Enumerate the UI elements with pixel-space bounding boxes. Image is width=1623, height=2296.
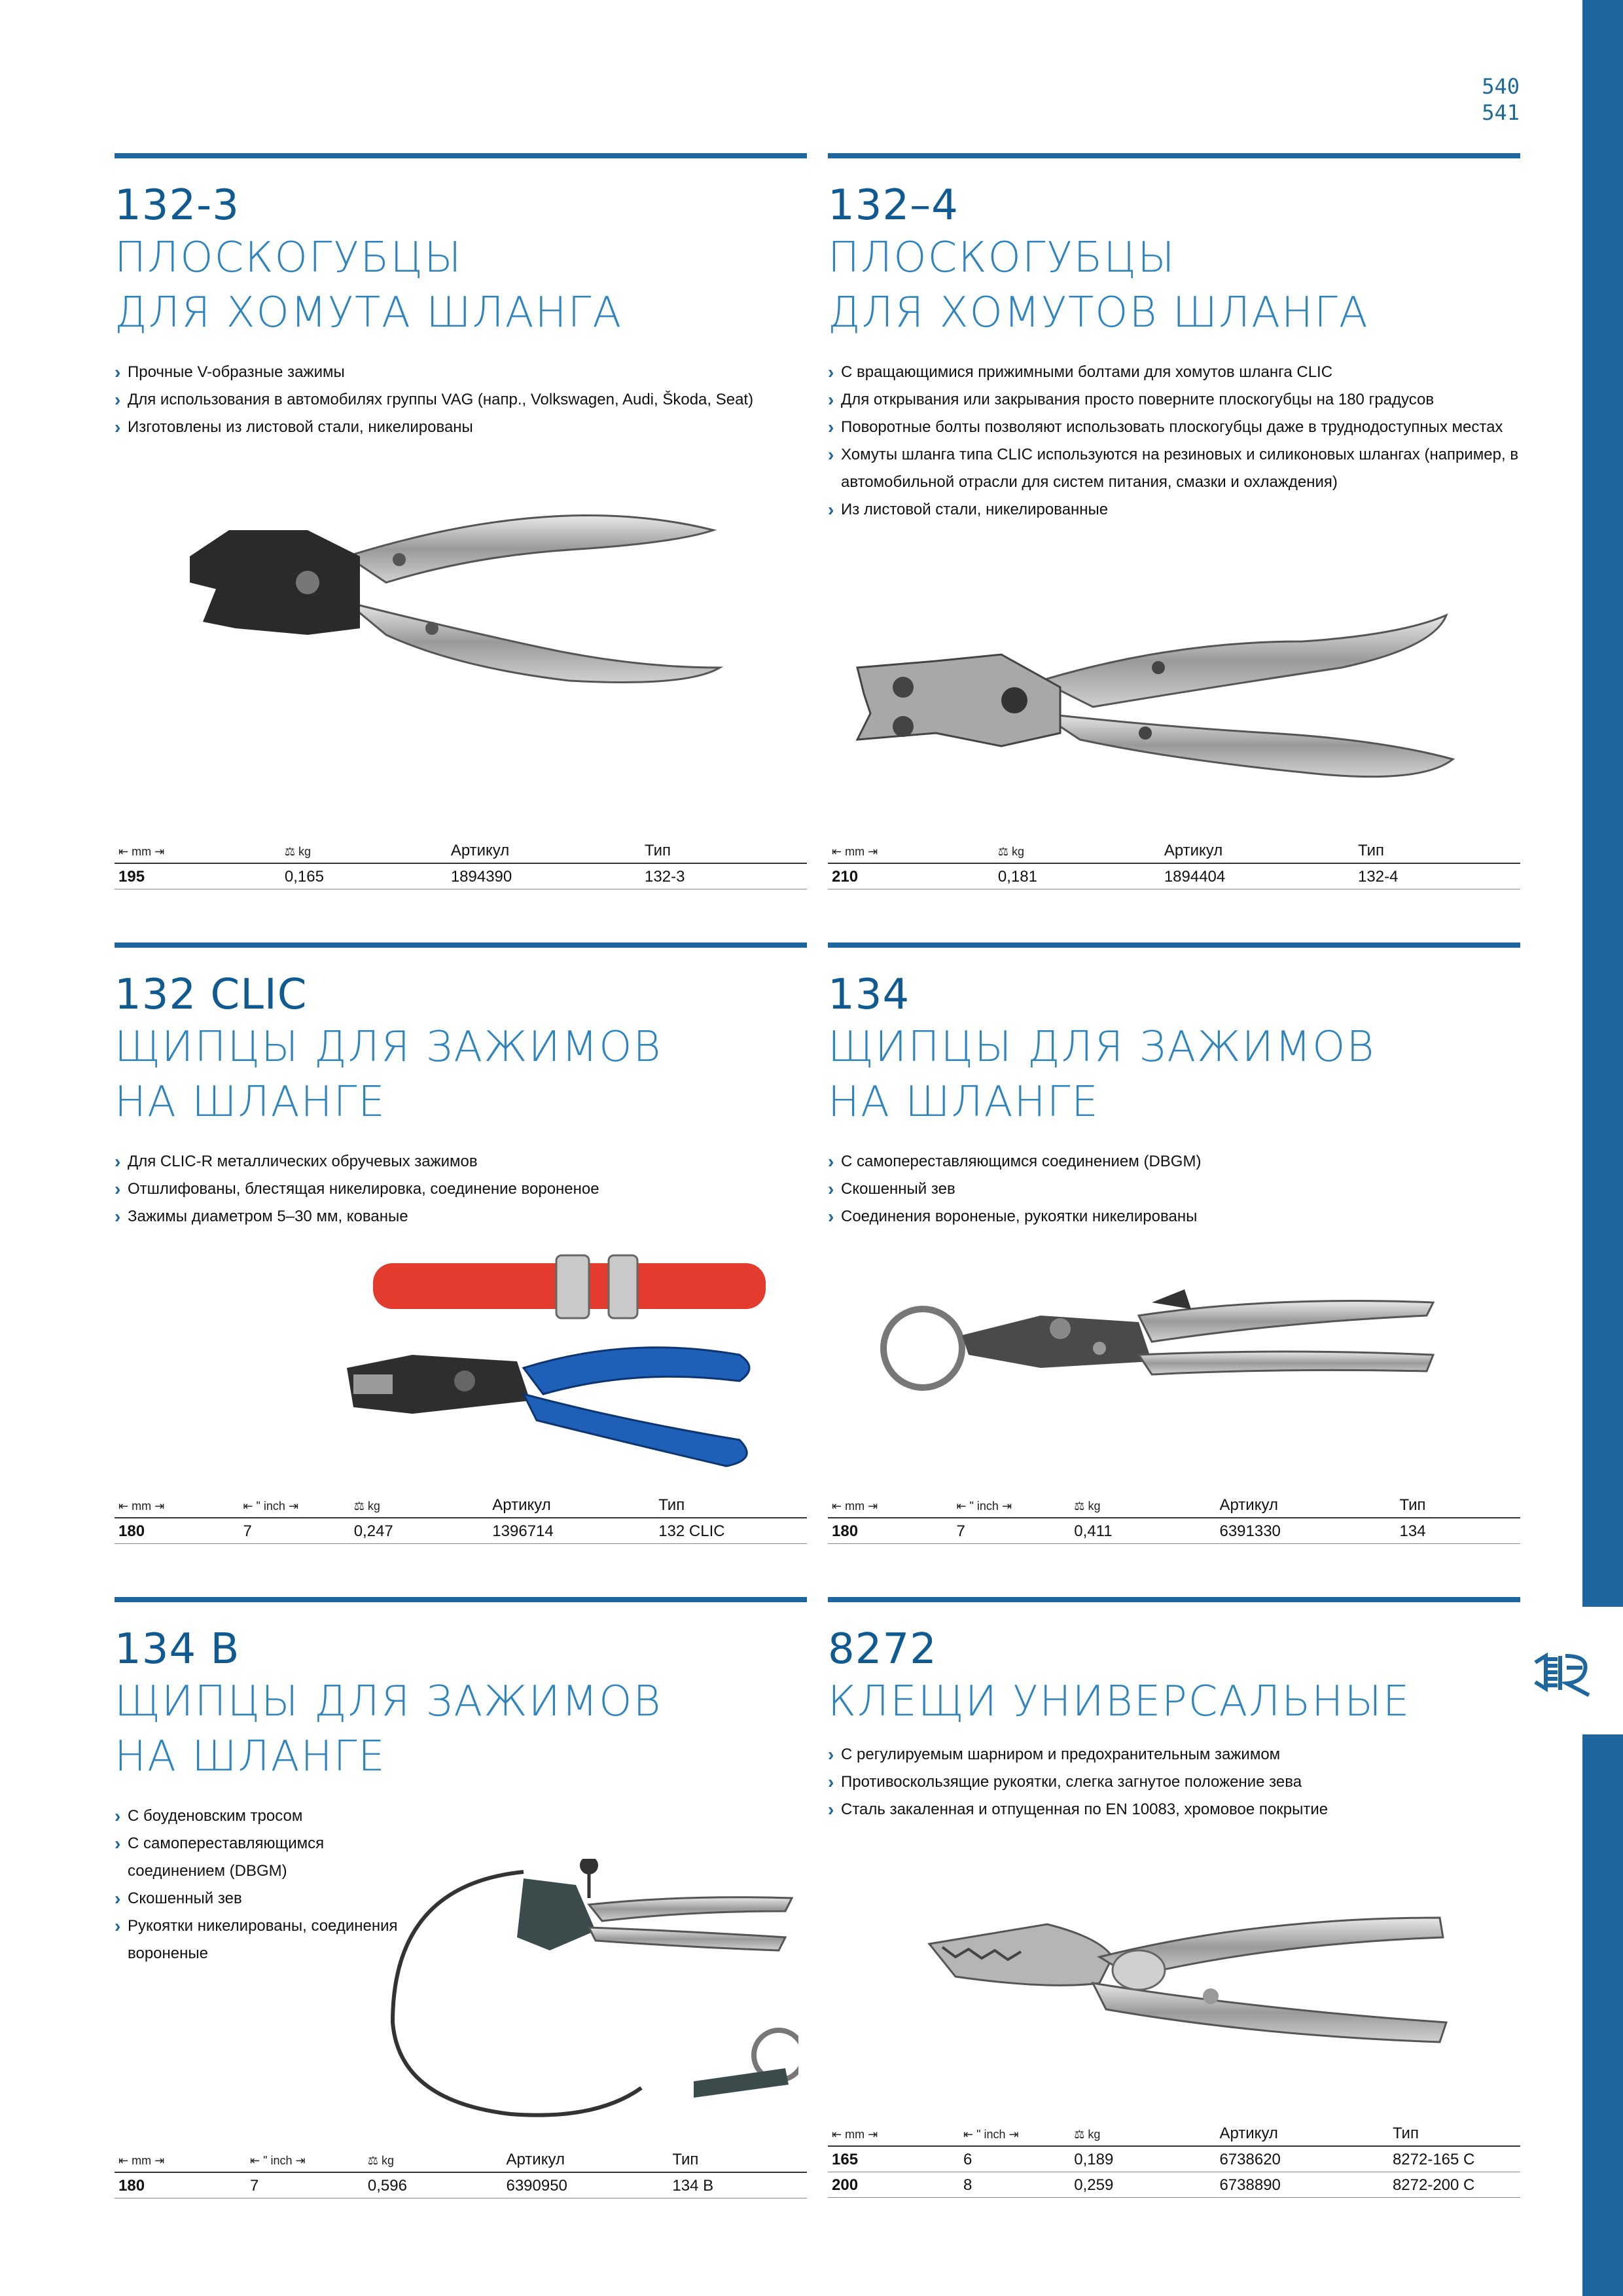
column-header-type: Тип <box>1396 1494 1520 1518</box>
feature-list <box>115 1803 402 1967</box>
column-header-inch: ⇤ " inch ⇥ <box>246 2148 364 2172</box>
product-code: 132–4 <box>828 181 959 230</box>
feature-list <box>828 1741 1520 1823</box>
pliers-image <box>844 602 1459 798</box>
column-header-type: Тип <box>1354 839 1520 863</box>
chevron-right-icon: › <box>115 389 121 410</box>
column-header-length: ⇤ mm ⇥ <box>115 1494 239 1518</box>
table-row: 165 6 0,189 6738620 8272-165 C <box>828 2146 1520 2172</box>
column-header-article: Артикул <box>1215 2122 1389 2146</box>
chevron-right-icon: › <box>115 1806 121 1826</box>
chevron-right-icon: › <box>115 1151 121 1172</box>
spec-table-132-clic <box>115 1494 807 1544</box>
product-block-132-3 <box>115 153 807 441</box>
chevron-right-icon: › <box>828 499 834 520</box>
column-header-type: Тип <box>654 1494 807 1518</box>
pliers-image <box>177 504 726 707</box>
chevron-right-icon: › <box>828 1151 834 1172</box>
column-header-type: Тип <box>1389 2122 1520 2146</box>
chevron-right-icon: › <box>828 1179 834 1199</box>
section-rule <box>828 153 1520 158</box>
feature-item: › Скошенный зев <box>828 1175 1520 1203</box>
column-header-length: ⇤ mm ⇥ <box>828 1494 952 1518</box>
product-code: 8272 <box>828 1625 937 1674</box>
feature-item: › Скошенный зев <box>115 1885 402 1912</box>
chevron-right-icon: › <box>115 1833 121 1854</box>
section-rule <box>115 1597 807 1602</box>
table-row: 200 8 0,259 6738890 8272-200 C <box>828 2172 1520 2198</box>
product-block-134 <box>828 942 1520 1230</box>
feature-item: › С боуденовским тросом <box>115 1803 402 1830</box>
product-title-line: ПЛОСКОГУБЦЫ <box>115 234 463 282</box>
product-title-line: ЩИПЦЫ ДЛЯ ЗАЖИМОВ <box>115 1023 662 1071</box>
chevron-right-icon: › <box>828 389 834 410</box>
side-accent-bar <box>1582 0 1623 1607</box>
feature-item: › Зажимы диаметром 5–30 мм, кованые <box>115 1203 807 1230</box>
product-code: 134 B <box>115 1625 240 1674</box>
column-header-length: ⇤ mm ⇥ <box>828 2122 959 2146</box>
column-header-article: Артикул <box>447 839 641 863</box>
chevron-right-icon: › <box>828 1206 834 1227</box>
table-row: 180 7 0,247 1396714 132 CLIC <box>115 1518 807 1544</box>
feature-item: › С самопереставляющимся соединением (DBGM) <box>828 1148 1520 1175</box>
feature-item: › Прочные V-образные зажимы <box>115 359 807 386</box>
table-row: 180 7 0,411 6391330 134 <box>828 1518 1520 1544</box>
product-title-line: КЛЕЩИ УНИВЕРСАЛЬНЫЕ <box>828 1677 1411 1726</box>
feature-item: › Противоскользящие рукоятки, слегка загнутое положение зева <box>828 1768 1520 1796</box>
column-header-article: Артикул <box>1160 839 1354 863</box>
chevron-right-icon: › <box>828 1744 834 1765</box>
product-title-line: ДЛЯ ХОМУТА ШЛАНГА <box>115 289 623 337</box>
feature-item: › Отшлифованы, блестящая никелировка, соединение вороненое <box>115 1175 807 1203</box>
spec-table-132-3 <box>115 839 807 889</box>
product-title-line: ЩИПЦЫ ДЛЯ ЗАЖИМОВ <box>828 1023 1376 1071</box>
product-code: 132-3 <box>115 181 240 230</box>
pliers-image <box>877 1276 1440 1407</box>
column-header-type: Тип <box>668 2148 807 2172</box>
feature-list <box>115 1148 807 1230</box>
column-header-type: Тип <box>641 839 807 863</box>
feature-list <box>115 359 807 441</box>
chevron-right-icon: › <box>115 1206 121 1227</box>
chevron-right-icon: › <box>828 1799 834 1820</box>
spec-table-134 <box>828 1494 1520 1544</box>
table-row: 180 7 0,596 6390950 134 B <box>115 2172 807 2198</box>
column-header-length: ⇤ mm ⇥ <box>115 2148 246 2172</box>
feature-list <box>828 359 1520 524</box>
chevron-right-icon: › <box>115 362 121 382</box>
spec-table-132-4 <box>828 839 1520 889</box>
slip-joint-pliers-image <box>916 1898 1453 2049</box>
spec-table-134-b <box>115 2148 807 2198</box>
column-header-article: Артикул <box>1215 1494 1395 1518</box>
feature-item: › Сталь закаленная и отпущенная по EN 10083, хромовое покрытие <box>828 1796 1520 1823</box>
column-header-weight: ⚖ kg <box>1070 2122 1215 2146</box>
column-header-inch: ⇤ " inch ⇥ <box>959 2122 1070 2146</box>
product-title-line: НА ШЛАНГЕ <box>115 1078 386 1126</box>
pliers-with-hose-image <box>334 1244 772 1479</box>
feature-item: › Рукоятки никелированы, соединения вороненые <box>115 1912 402 1967</box>
chevron-right-icon: › <box>115 1916 121 1936</box>
column-header-inch: ⇤ " inch ⇥ <box>239 1494 349 1518</box>
column-header-length: ⇤ mm ⇥ <box>828 839 994 863</box>
product-title-line: ЩИПЦЫ ДЛЯ ЗАЖИМОВ <box>115 1677 662 1726</box>
column-header-weight: ⚖ kg <box>350 1494 489 1518</box>
product-block-132-4 <box>828 153 1520 524</box>
chevron-right-icon: › <box>115 1888 121 1909</box>
column-header-article: Артикул <box>488 1494 654 1518</box>
feature-item: › Для CLIC-R металлических обручевых зажимов <box>115 1148 807 1175</box>
product-code: 134 <box>828 971 910 1019</box>
chevron-right-icon: › <box>115 417 121 437</box>
section-rule <box>115 153 807 158</box>
hose-clamp-pliers-icon <box>1526 1630 1598 1715</box>
feature-item: › Изготовлены из листовой стали, никелированы <box>115 414 807 441</box>
product-block-8272 <box>828 1597 1520 1823</box>
feature-item: › Соединения вороненые, рукоятки никелированы <box>828 1203 1520 1230</box>
page-number-right: 541 <box>1482 100 1520 125</box>
section-rule <box>828 942 1520 948</box>
product-title-line: НА ШЛАНГЕ <box>828 1078 1099 1126</box>
column-header-article: Артикул <box>502 2148 668 2172</box>
table-row: 210 0,181 1894404 132-4 <box>828 863 1520 889</box>
feature-item: › Из листовой стали, никелированные <box>828 496 1520 524</box>
feature-item: › С вращающимися прижимными болтами для хомутов шланга CLIC <box>828 359 1520 386</box>
column-header-inch: ⇤ " inch ⇥ <box>952 1494 1070 1518</box>
section-rule <box>115 942 807 948</box>
column-header-weight: ⚖ kg <box>364 2148 503 2172</box>
feature-item: › С самопереставляющимся соединением (DBGM) <box>115 1830 402 1885</box>
chevron-right-icon: › <box>828 362 834 382</box>
column-header-length: ⇤ mm ⇥ <box>115 839 281 863</box>
feature-item: › Поворотные болты позволяют использовать плоскогубцы даже в труднодоступных местах <box>828 414 1520 441</box>
product-title-line: НА ШЛАНГЕ <box>115 1732 386 1781</box>
product-title-line: ДЛЯ ХОМУТОВ ШЛАНГА <box>828 289 1369 337</box>
column-header-weight: ⚖ kg <box>994 839 1160 863</box>
product-title-line: ПЛОСКОГУБЦЫ <box>828 234 1176 282</box>
page-number-left: 540 <box>1482 74 1520 99</box>
feature-item: › Для использования в автомобилях группы VAG (напр., Volkswagen, Audi, Škoda, Seat) <box>115 386 807 414</box>
spec-table-8272 <box>828 2122 1520 2198</box>
section-rule <box>828 1597 1520 1602</box>
product-block-132-clic <box>115 942 807 1230</box>
chevron-right-icon: › <box>115 1179 121 1199</box>
feature-item: › Для открывания или закрывания просто поверните плоскогубцы на 180 градусов <box>828 386 1520 414</box>
chevron-right-icon: › <box>828 1772 834 1792</box>
column-header-weight: ⚖ kg <box>281 839 447 863</box>
bowden-cable-pliers-image <box>380 1859 798 2134</box>
column-header-weight: ⚖ kg <box>1070 1494 1215 1518</box>
table-row: 195 0,165 1894390 132-3 <box>115 863 807 889</box>
side-accent-bar-lower <box>1582 1734 1623 2296</box>
feature-item: › Хомуты шланга типа CLIC используются на резиновых и силиконовых шлангах (например, в автомобильной отрасли для систем питания, смазки и охлаждения) <box>828 441 1520 496</box>
product-code: 132 CLIC <box>115 971 308 1019</box>
feature-list <box>828 1148 1520 1230</box>
feature-item: › С регулируемым шарниром и предохранительным зажимом <box>828 1741 1520 1768</box>
chevron-right-icon: › <box>828 417 834 437</box>
chevron-right-icon: › <box>828 444 834 465</box>
